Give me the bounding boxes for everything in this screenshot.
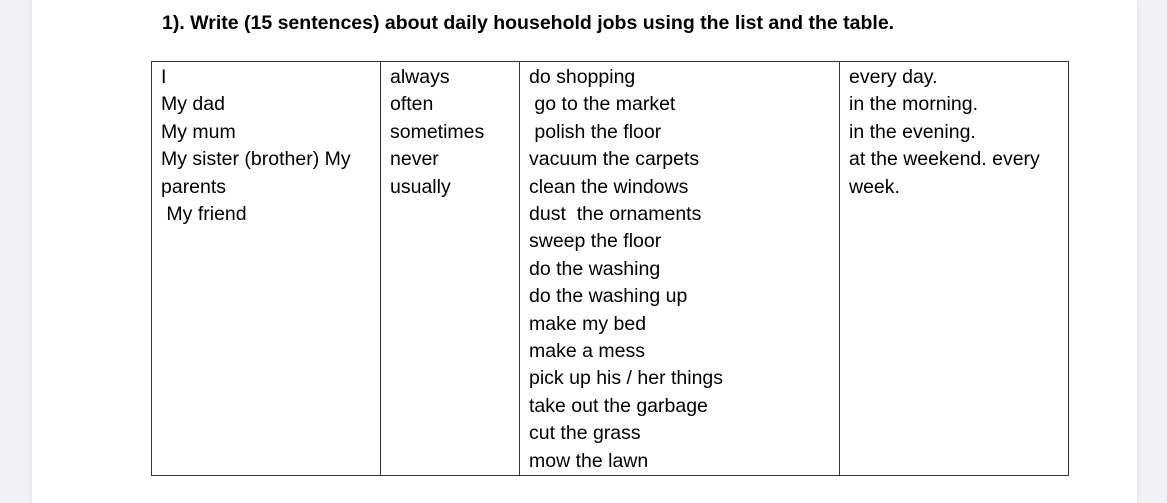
jobs-column bbox=[520, 62, 840, 476]
job-item: do the washing up bbox=[529, 285, 688, 308]
job-item: pick up his / her things bbox=[529, 367, 724, 390]
subject-item: My mum bbox=[161, 120, 236, 143]
household-jobs-table bbox=[151, 61, 1069, 476]
time-expression-item: at the weekend. every bbox=[849, 148, 1040, 171]
job-item: dust the ornaments bbox=[529, 203, 702, 226]
time-expression-item: in the morning. bbox=[849, 93, 978, 116]
subject-item: I bbox=[161, 66, 167, 88]
frequency-column bbox=[381, 62, 520, 476]
job-item: cut the grass bbox=[529, 422, 641, 445]
table-row bbox=[152, 62, 1069, 476]
frequency-item: never bbox=[390, 148, 439, 171]
job-item: make a mess bbox=[529, 340, 645, 363]
job-item: polish the floor bbox=[529, 120, 662, 143]
subject-item: My friend bbox=[161, 203, 247, 226]
job-item: take out the garbage bbox=[529, 394, 708, 417]
job-item: go to the market bbox=[529, 93, 676, 116]
job-item: do the washing bbox=[529, 257, 661, 280]
job-item: vacuum the carpets bbox=[529, 148, 700, 171]
frequency-item: always bbox=[390, 66, 450, 88]
subject-item: parents bbox=[161, 175, 227, 198]
time-expressions-column bbox=[840, 62, 1069, 476]
subject-item: My sister (brother) My bbox=[161, 148, 351, 171]
frequency-item: sometimes bbox=[390, 120, 485, 143]
job-item: clean the windows bbox=[529, 175, 689, 198]
exercise-title: 1). Write (15 sentences) about daily household jobs using the list and the table. bbox=[162, 12, 895, 34]
frequency-item: usually bbox=[390, 175, 451, 198]
subjects-column bbox=[152, 62, 381, 476]
job-item: make my bed bbox=[529, 312, 647, 335]
time-expression-item: in the evening. bbox=[849, 120, 976, 143]
job-item: do shopping bbox=[529, 66, 636, 88]
worksheet-page bbox=[32, 0, 1137, 503]
time-expression-item: week. bbox=[849, 175, 900, 198]
job-item: sweep the floor bbox=[529, 230, 662, 253]
time-expression-item: every day. bbox=[849, 66, 938, 88]
job-item: mow the lawn bbox=[529, 449, 649, 472]
subject-item: My dad bbox=[161, 93, 225, 116]
frequency-item: often bbox=[390, 93, 434, 116]
